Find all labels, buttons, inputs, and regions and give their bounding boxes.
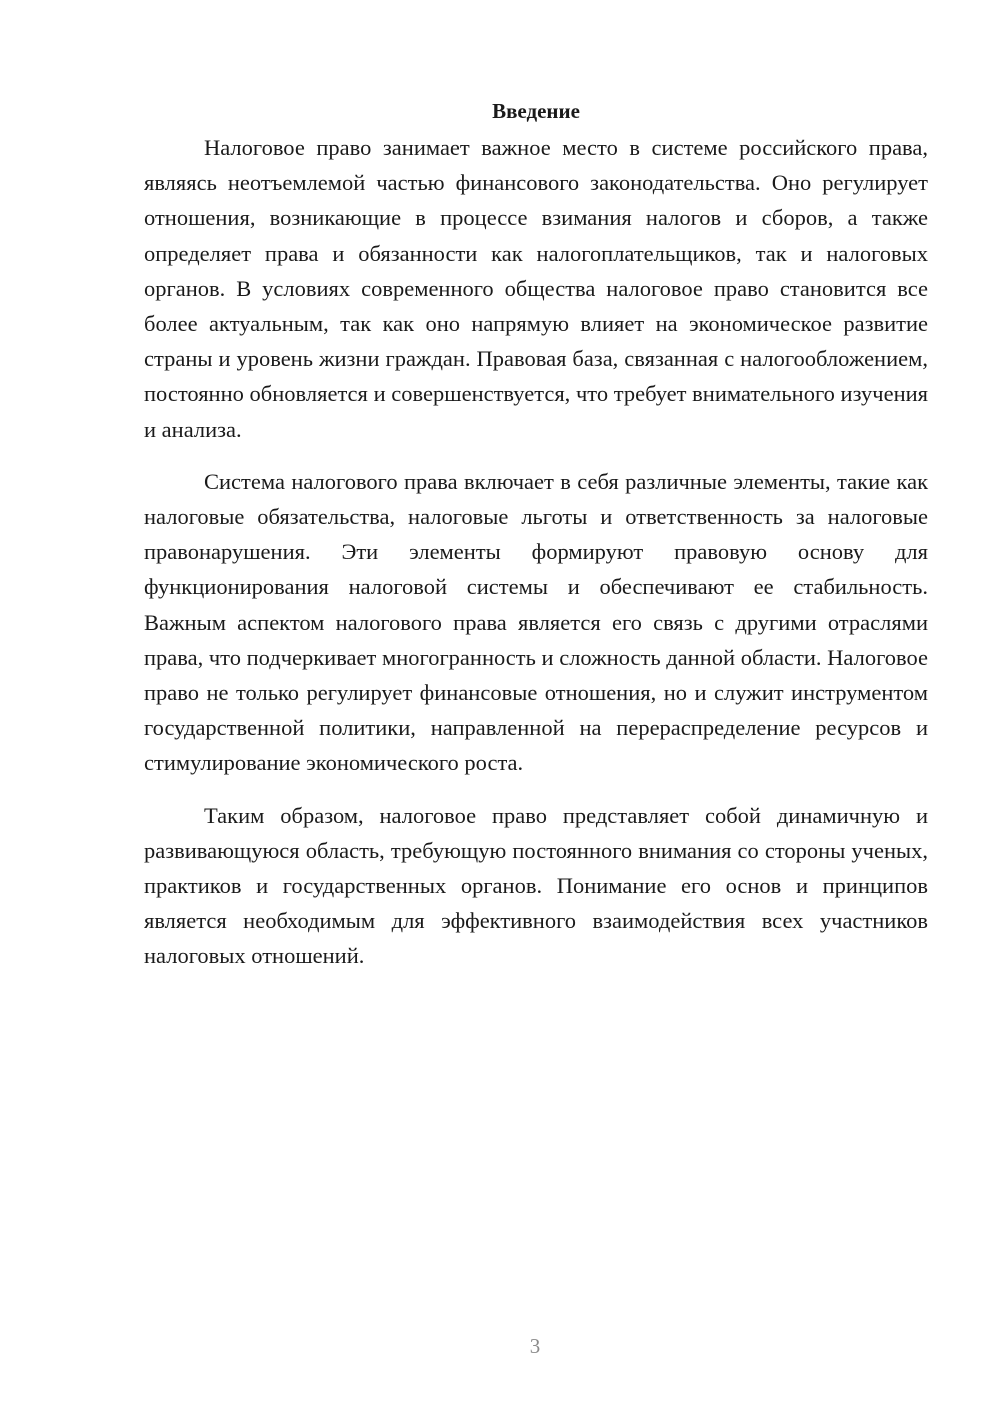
section-title: Введение [492, 99, 580, 123]
paragraph-1: Налоговое право занимает важное место в системе российского права, являясь неотъемлемой частью финансового законодательства. Оно регулирует отношения, возникающие в процессе взимания налогов и сборов, а также определяет права и обязанности как налогоплательщиков, так и налоговых органов. В условиях современного общества налоговое право становится все более актуальным, так как оно напрямую влияет на экономическое развитие страны и уровень жизни граждан. Правовая база, связанная с налогообложением, постоянно обновляется и совершенствуется, что требует внимательного изучения и анализа. [144, 135, 928, 442]
paragraph-2: Система налогового права включает в себя различные элементы, такие как налоговые обязательства, налоговые льготы и ответственность за налоговые правонарушения. Эти элементы формируют правовую основу для функционирования налоговой системы и обеспечивают ее стабильность. Важным аспектом налогового права является его связь с другими отраслями права, что подчеркивает многогранность и сложность данной области. Налоговое право не только регулирует финансовые отношения, но и служит инструментом государственной политики, направленной на перераспределение ресурсов и стимулирование экономического роста. [144, 468, 928, 776]
page-content [144, 96, 928, 991]
page-number: 3 [529, 1334, 541, 1358]
paragraph-3: Таким образом, налоговое право представляет собой динамичную и развивающуюся область, требующую постоянного внимания со стороны ученых, практиков и государственных органов. Понимание его основ и принципов является необходимым для эффективного взаимодействия всех участников налоговых отношений. [144, 802, 928, 969]
